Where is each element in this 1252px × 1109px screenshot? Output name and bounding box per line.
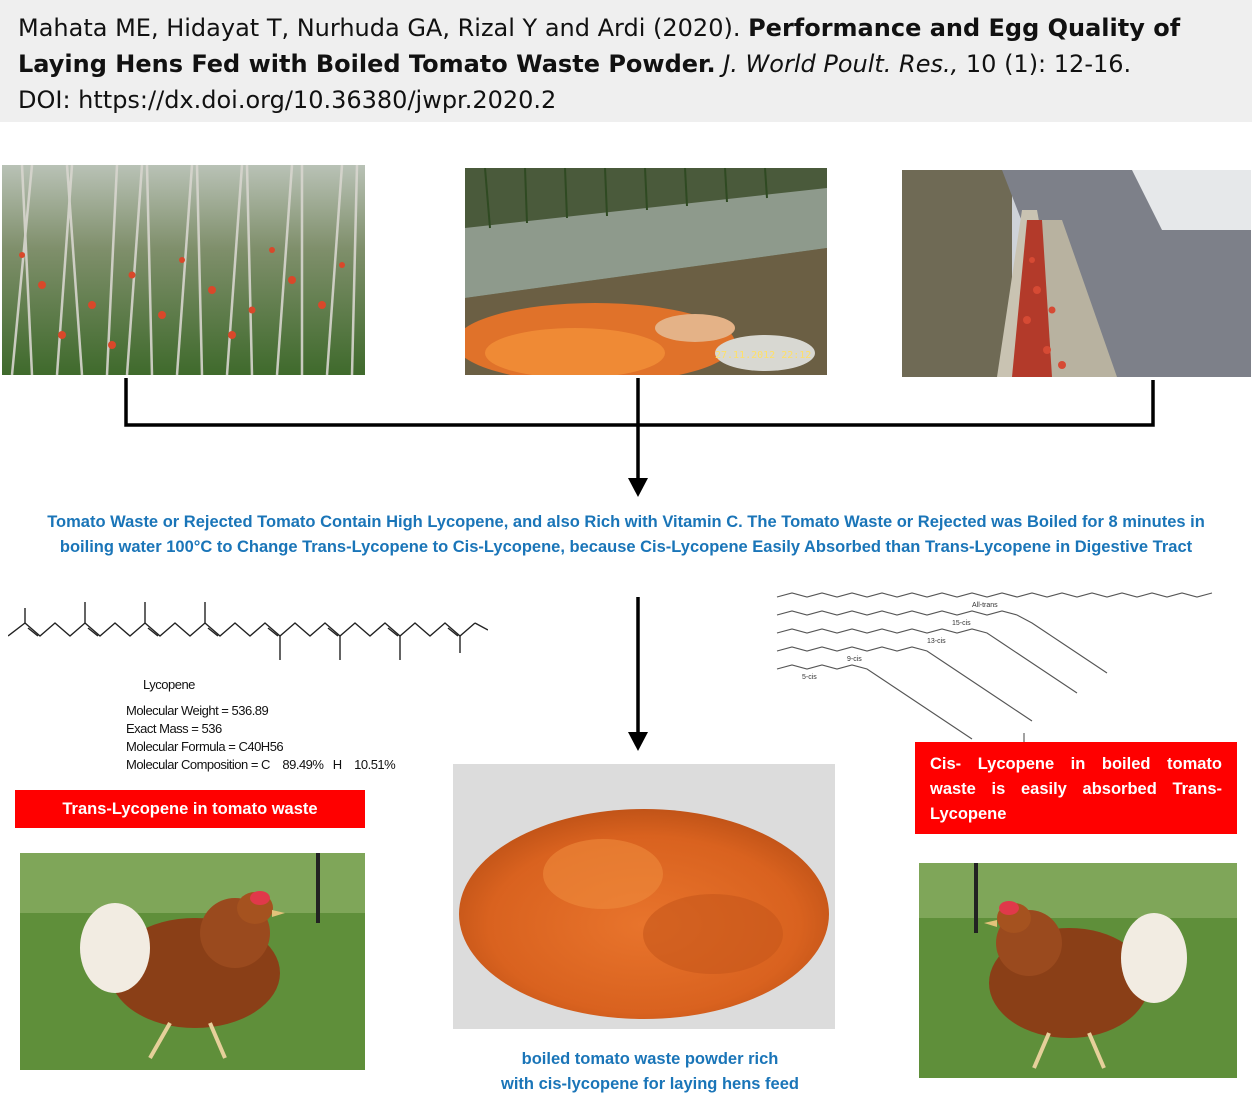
isomer-label-15-cis: 15-cis — [952, 620, 971, 627]
photo-timestamp: 27.11.2012 22:12 — [715, 350, 812, 361]
citation-authors: Mahata ME, Hidayat T, Nurhuda GA, Rizal Y and Ardi (2020). — [18, 14, 749, 42]
citation-doi: DOI: https://dx.doi.org/10.36380/jwpr.2020.2 — [18, 86, 557, 114]
tomato-field-photo — [2, 165, 365, 375]
cis-isomer-structures — [772, 585, 1232, 745]
arrow-down-icon — [628, 478, 648, 497]
arrow-down-icon — [628, 732, 648, 751]
laying-hen-photo-left — [20, 853, 365, 1070]
citation-volume: 10 (1): 12-16. — [958, 50, 1132, 78]
isomer-label-13-cis: 13-cis — [927, 638, 946, 645]
tomato-waste-pile-photo — [465, 168, 827, 375]
molecular-weight: Molecular Weight = 536.89 — [126, 703, 269, 718]
molecule-properties — [126, 702, 395, 774]
molecular-formula: Molecular Formula = C40H56 — [126, 739, 284, 754]
isomer-label-5-cis: 5-cis — [802, 674, 817, 681]
citation-title: Performance and Egg Quality of Laying Hens Fed with Boiled Tomato Waste Powder. — [18, 14, 1181, 78]
isomer-label-all-trans: All-trans — [972, 602, 998, 609]
cis-lycopene-label: Cis- Lycopene in boiled tomato waste is easily absorbed Trans-Lycopene — [915, 742, 1237, 834]
powder-caption-line1: boiled tomato waste powder rich — [521, 1050, 779, 1068]
roadside-tomato-waste-photo — [902, 170, 1251, 377]
exact-mass: Exact Mass = 536 — [126, 721, 222, 736]
laying-hen-photo-right — [919, 863, 1237, 1078]
tomato-powder-photo — [453, 764, 835, 1029]
molecular-composition: Molecular Composition = C 89.49% H 10.51% — [126, 757, 396, 772]
molecule-name: Lycopene — [143, 677, 195, 692]
trans-lycopene-structure — [8, 598, 488, 673]
citation-header — [0, 0, 1252, 122]
powder-caption — [440, 1047, 860, 1097]
process-description: Tomato Waste or Rejected Tomato Contain High Lycopene, and also Rich with Vitamin C. The Tomato Waste or Rejected was Boiled for 8 minutes in boiling water 100°C to Change Trans-Lycopene to Cis-Lycopene, because Cis-Lycopene Easily Absorbed than Trans-Lycopene in Digestive Tract — [47, 513, 1205, 556]
trans-lycopene-label: Trans-Lycopene in tomato waste — [15, 790, 365, 828]
isomer-label-9-cis: 9-cis — [847, 656, 862, 663]
powder-caption-line2: with cis-lycopene for laying hens feed — [501, 1075, 799, 1093]
citation-journal: J. World Poult. Res., — [723, 50, 959, 78]
